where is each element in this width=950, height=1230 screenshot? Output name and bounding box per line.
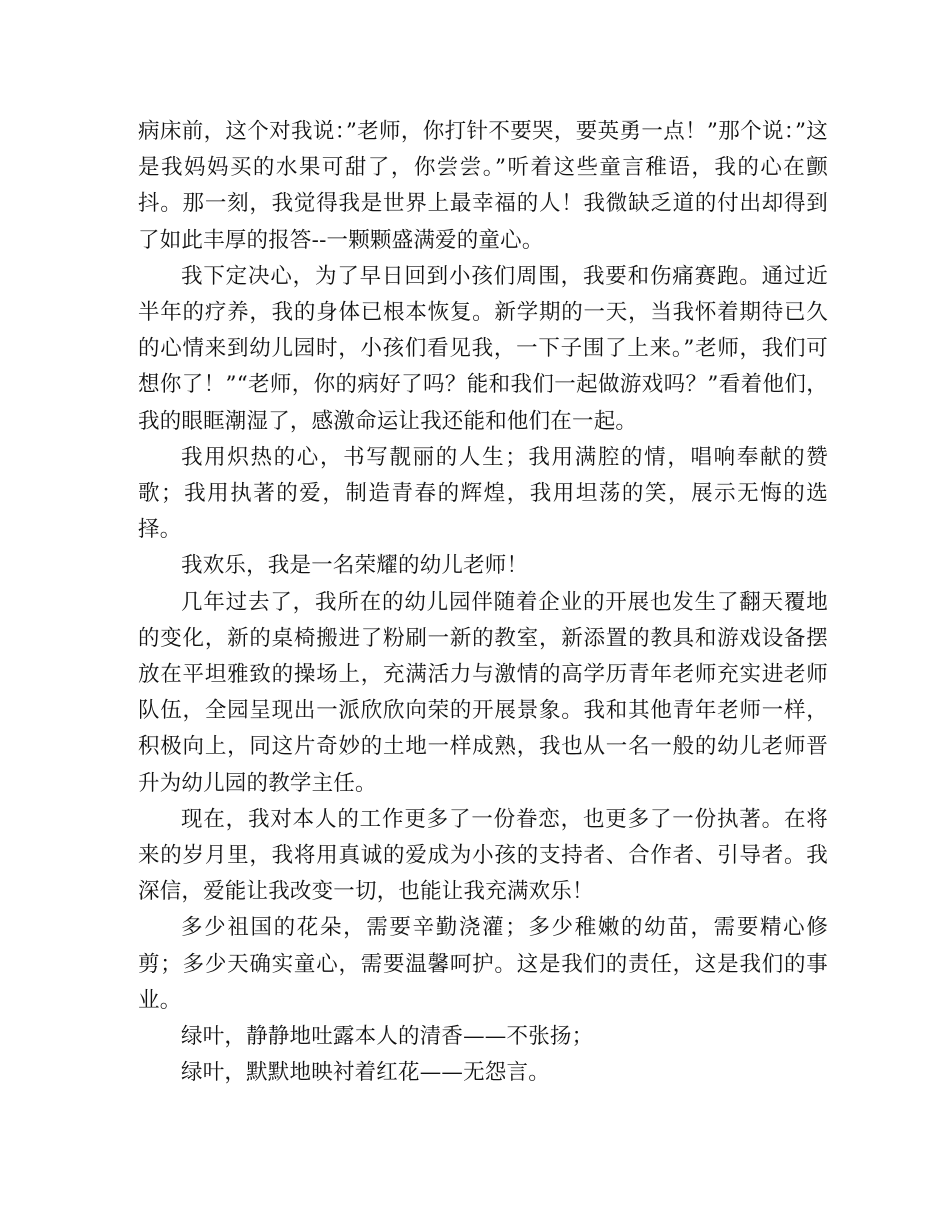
- paragraph-1: 病床前，这个对我说：”老师，你打针不要哭，要英勇一点！”那个说：”这是我妈妈买的水果可甜了，你尝尝。”听着这些童言稚语，我的心在颤抖。那一刻，我觉得我是世界上最幸福的人！我微缺乏道的付出却得到了如此丰厚的报答--一颗颗盛满爱的童心。: [138, 119, 828, 253]
- document-body: [138, 114, 828, 1091]
- paragraph-6: 现在，我对本人的工作更多了一份眷恋，也更多了一份执著。在将来的岁月里，我将用真诚的爱成为小孩的支持者、合作者、引导者。我深信，爱能让我改变一切，也能让我充满欢乐！: [138, 806, 828, 905]
- paragraph-5: 几年过去了，我所在的幼儿园伴随着企业的开展也发生了翻天覆地的变化，新的桌椅搬进了粉刷一新的教室，新添置的教具和游戏设备摆放在平坦雅致的操场上，充满活力与激情的高学历青年老师充实进老师队伍，全园呈现出一派欣欣向荣的开展景象。我和其他青年老师一样，积极向上，同这片奇妙的土地一样成熟，我也从一名一般的幼儿老师晋升为幼儿园的教学主任。: [138, 589, 828, 796]
- paragraph-3: 我用炽热的心，书写靓丽的人生；我用满腔的情，唱响奉献的赞歌；我用执著的爱，制造青春的辉煌，我用坦荡的笑，展示无悔的选择。: [138, 444, 828, 543]
- paragraph-2: 我下定决心，为了早日回到小孩们周围，我要和伤痛赛跑。通过近半年的疗养，我的身体已根本恢复。新学期的一天，当我怀着期待已久的心情来到幼儿园时，小孩们看见我，一下子围了上来。”老师，我们可想你了！”“老师，你的病好了吗？能和我们一起做游戏吗？”看着他们，我的眼眶潮湿了，感激命运让我还能和他们在一起。: [138, 263, 828, 434]
- paragraph-8: 绿叶，静静地吐露本人的清香——不张扬；: [181, 1024, 594, 1050]
- paragraph-9: 绿叶，默默地映衬着红花——无怨言。: [181, 1060, 550, 1086]
- paragraph-7: 多少祖国的花朵，需要辛勤浇灌；多少稚嫩的幼苗，需要精心修剪；多少天确实童心，需要温馨呵护。这是我们的责任，这是我们的事业。: [138, 915, 828, 1013]
- paragraph-4: 我欢乐，我是一名荣耀的幼儿老师！: [181, 553, 529, 579]
